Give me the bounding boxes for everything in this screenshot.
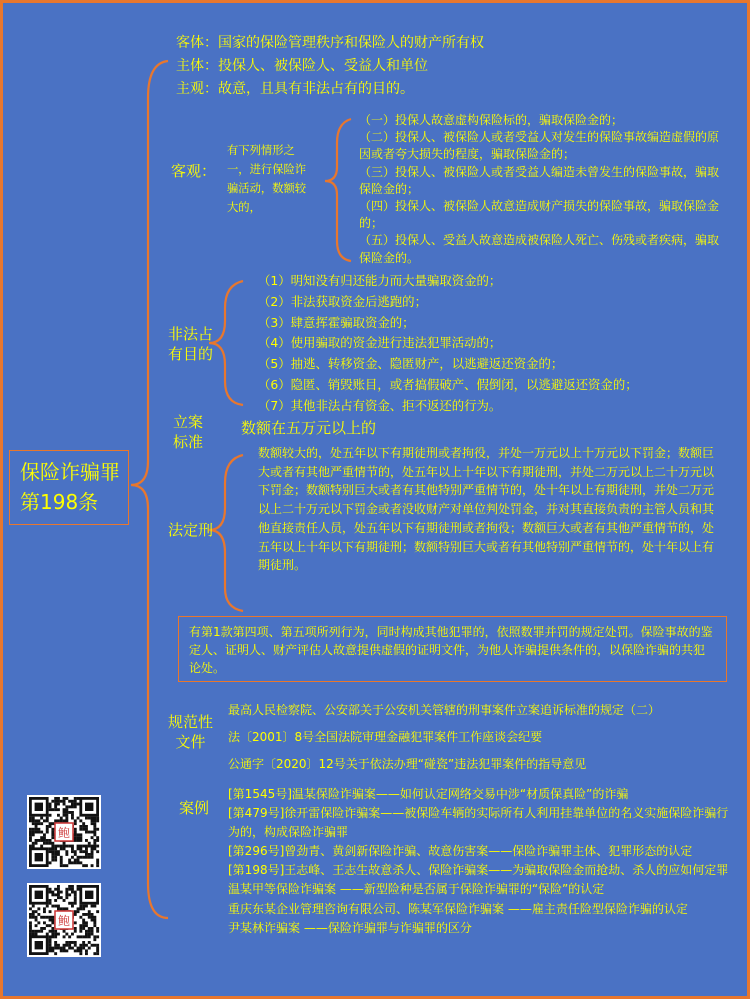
qr-stamp-logo: 鲍: [57, 826, 71, 840]
title-line2: 第198条: [20, 490, 99, 514]
objective-condition: 有下列情形之一，进行保险诈骗活动，数额较大的，: [227, 144, 307, 214]
case-item: 尹某林诈骗案 ——保险诈骗罪与诈骗罪的区分: [228, 920, 472, 935]
objective-item: （一）投保人故意虚构保险标的，骗取保险金的；: [359, 113, 624, 127]
title-box: [9, 450, 129, 525]
penalty-text: 数额较大的，处五年以下有期徒刑或者拘役，并处一万元以上十万元以下罚金；数额巨大或者有其他严重情节的，处五年以上十年以下有期徒刑，并处二万元以上二十万元以下罚金；数额特别巨大或者有其他特别严重情节的，处十年以上有期徒刑，并处二万元以上二十万元以下罚金或者没收财产对单位判处罚金，并对其直接负责的主管人员和其他直接责任人员，处五年以下有期徒刑或者拘役；数额巨大或者有其他严重情节的，处五年以上十年以下有期徒刑；数额特别巨大或者有其他特别严重情节的，处十年以上有期徒刑。: [258, 446, 715, 573]
qr-code-2[interactable]: [27, 883, 101, 957]
filing-label-line1: 立案: [173, 413, 204, 431]
objective-list: [359, 112, 727, 267]
illegal-item: （4）使用骗取的资金进行违法犯罪活动的；: [258, 335, 502, 351]
filing-text: 数额在五万元以上的: [241, 419, 377, 437]
norms-label: [168, 712, 213, 752]
objective-label: 客观：: [171, 162, 217, 180]
filing-label: [173, 412, 203, 452]
case-item: 温某甲等保险诈骗案 ——新型险种是否属于保险诈骗罪的“保险”的认定: [228, 882, 605, 897]
cases-list: [228, 785, 730, 938]
illegal-item: （2）非法获取资金后逃跑的；: [258, 293, 427, 309]
objective-item: （四）投保人、被保险人故意造成财产损失的保险事故，骗取保险金的；: [359, 199, 720, 231]
filing-label-line2: 标准: [173, 433, 204, 451]
norms-label-line2: 文件: [175, 733, 206, 751]
norms-label-line1: 规范性: [168, 713, 214, 731]
note-text: 有第1款第四项、第五项所列行为，同时构成其他犯罪的，依照数罪并罚的规定处罚。保险事故的鉴定人、证明人、财产评估人故意提供虚假的证明文件，为他人诈骗提供条件的，以保险诈骗的共犯论处。: [189, 625, 713, 675]
penalty-label: 法定刑: [168, 521, 214, 539]
objective-item: （二）投保人、被保险人或者受益人对发生的保险事故编造虚假的原因或者夸大损失的程度，骗取保险金的；: [359, 130, 720, 162]
illegal-list: [258, 271, 638, 417]
illegal-label-line1: 非法占: [168, 325, 214, 343]
qr-pattern: [27, 795, 101, 869]
objective-item: （五）投保人、受益人故意造成被保险人死亡、伤残或者疾病，骗取保险金的。: [359, 233, 720, 265]
illegal-brace: [209, 281, 243, 405]
qr-stamp-logo: 鲍: [57, 914, 71, 928]
case-item: [第479号]徐开雷保险诈骗案——被保险车辆的实际所有人利用挂靠单位的名义实施保险诈骗行为的，构成保险诈骗罪: [228, 806, 729, 840]
main-brace: [131, 61, 168, 918]
norms-item: 公通字〔2020〕12号关于依法办理“碰瓷”违法犯罪案件的指导意见: [228, 757, 587, 771]
illegal-item: （5）抽逃、转移资金、隐匿财产，以逃避返还资金的；: [258, 356, 564, 372]
illegal-label-line2: 有目的: [168, 345, 214, 363]
case-item: [第1545号]温某保险诈骗案——如何认定网络交易中涉“材质保真险”的诈骗: [228, 787, 629, 801]
illegal-item: （7）其他非法占有资金、拒不返还的行为。: [258, 397, 502, 413]
objective-item: （三）投保人、被保险人或者受益人编造未曾发生的保险事故，骗取保险金的；: [359, 164, 720, 196]
illegal-item: （6）隐匿、销毁账目，或者搞假破产、假倒闭，以逃避返还资金的；: [258, 376, 638, 392]
mind-map: [3, 3, 747, 996]
norms-item: 法〔2001〕8号全国法院审理金融犯罪案件工作座谈会纪要: [228, 730, 543, 744]
subjective-text: 主观：故意，且具有非法占有的目的。: [176, 81, 414, 97]
objective-brace: [325, 119, 351, 261]
illegal-label: [168, 324, 213, 364]
illegal-item: （1）明知没有归还能力而大量骗取资金的；: [258, 273, 502, 288]
title-line1: 保险诈骗罪: [20, 460, 120, 484]
subject-text: 主体：投保人、被保险人、受益人和单位: [176, 58, 428, 74]
illegal-item: （3）肆意挥霍骗取资金的；: [258, 314, 415, 330]
case-item: [第198号]王志峰、王志生故意杀人、保险诈骗案——为骗取保险金而抢劫、杀人的应如何定罪: [228, 863, 729, 878]
cases-label: 案例: [179, 799, 210, 817]
object-text: 客体：国家的保险管理秩序和保险人的财产所有权: [176, 35, 484, 51]
case-item: 重庆东某企业管理咨询有限公司、陈某军保险诈骗案 ——雇主责任险型保险诈骗的认定: [228, 901, 688, 916]
case-item: [第296号]曾劲青、黄剑新保险诈骗、故意伤害案——保险诈骗罪主体、犯罪形态的认定: [228, 844, 693, 859]
norms-item: 最高人民检察院、公安部关于公安机关管辖的刑事案件立案追诉标准的规定（二）: [228, 703, 661, 717]
qr-pattern: [27, 883, 101, 957]
penalty-brace: [209, 455, 243, 611]
qr-code-1[interactable]: [27, 795, 101, 869]
note-box: [178, 616, 727, 682]
